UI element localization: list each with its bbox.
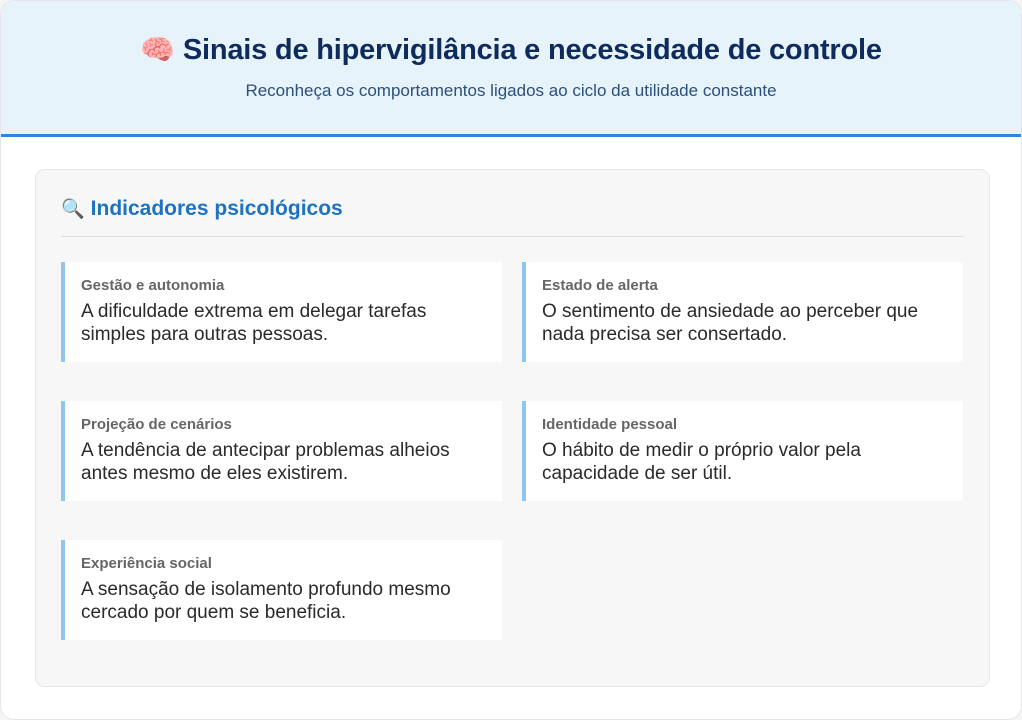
card-label: Estado de alerta (542, 277, 658, 294)
page-title (1, 33, 1021, 67)
card-label: Experiência social (81, 555, 212, 572)
indicator-card-identity (522, 401, 963, 501)
card-label: Gestão e autonomia (81, 277, 225, 294)
indicators-panel (35, 169, 990, 687)
page-title-text: Sinais de hipervigilância e necessidade de controle (182, 34, 882, 66)
card-label: Projeção de cenários (81, 416, 232, 433)
page-subtitle: Reconheça os comportamentos ligados ao ciclo da utilidade constante (245, 81, 777, 100)
panel-title-text: Indicadores psicológicos (90, 197, 343, 220)
indicator-card-scenarios (61, 401, 502, 501)
card-text: O sentimento de ansiedade ao perceber que nada precisa ser consertado. (542, 301, 919, 345)
indicator-card-autonomy (61, 262, 502, 362)
card-label: Identidade pessoal (542, 416, 678, 433)
header-banner (1, 1, 1021, 137)
card-text: A tendência de antecipar problemas alheios antes mesmo de eles existirem. (81, 440, 450, 484)
panel-title (61, 197, 964, 221)
card-text: A sensação de isolamento profundo mesmo cercado por quem se beneficia. (81, 579, 451, 623)
indicator-card-alert (522, 262, 963, 362)
card-text: O hábito de medir o próprio valor pela capacidade de ser útil. (542, 440, 861, 484)
magnifier-icon: 🔍 (61, 199, 85, 220)
indicator-card-social (61, 540, 502, 640)
card-text: A dificuldade extrema em delegar tarefas simples para outras pessoas. (81, 301, 427, 345)
panel-header (61, 197, 964, 237)
brain-icon: 🧠 (140, 34, 175, 65)
